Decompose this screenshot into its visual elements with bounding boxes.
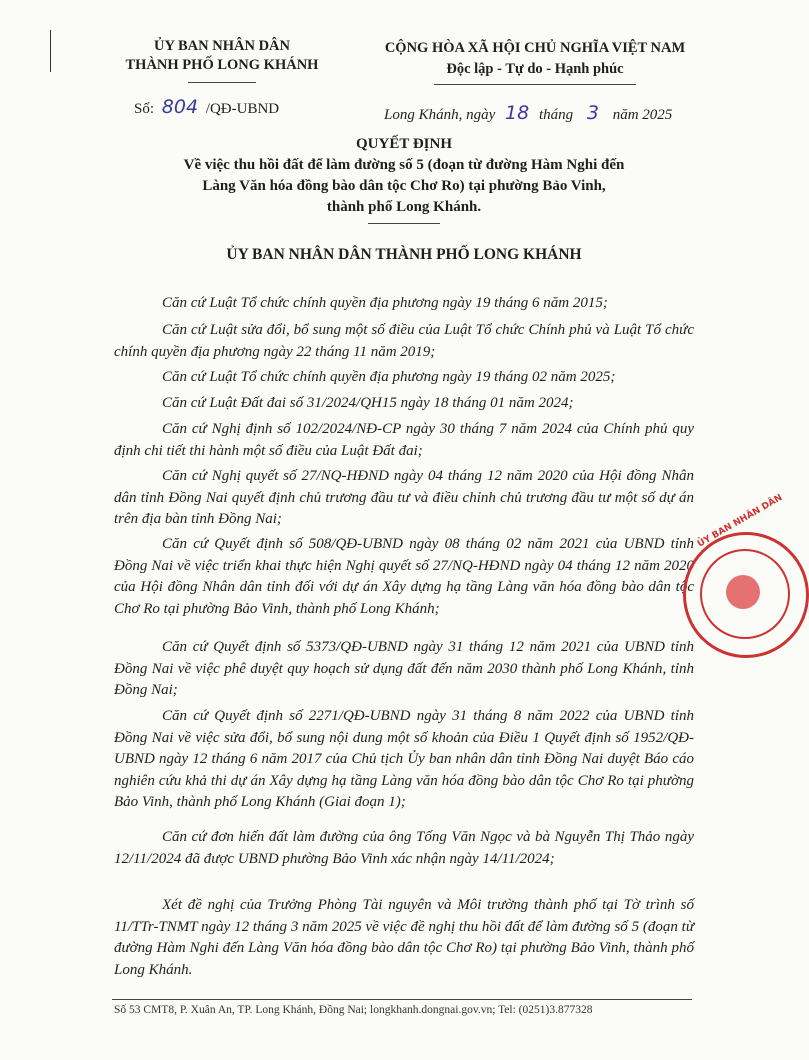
basis-paragraph: Căn cứ đơn hiến đất làm đường của ông Tống Văn Ngọc và bà Nguyễn Thị Thảo ngày 12/11/2024 đã được UBND phường Bảo Vinh xác nhận ngày 14/11/2024;: [114, 829, 694, 867]
basis-paragraph: Căn cứ Nghị quyết số 27/NQ-HĐND ngày 04 tháng 12 năm 2020 của Hội đồng Nhân dân tỉnh Đồng Nai quyết định chủ trương đầu tư và điều chỉnh chủ trương đầu tư một số dự án trên địa bàn tỉnh Đồng Nai;: [114, 468, 694, 527]
basis-paragraph: Căn cứ Quyết định số 508/QĐ-UBND ngày 08 tháng 02 năm 2021 của UBND tỉnh Đồng Nai về việc triển khai thực hiện Nghị quyết số 27/NQ-HĐND ngày 04 tháng 12 năm 2020 của Hội đồng Nhân dân tỉnh đối với dự án Xây dựng hạ tầng Làng văn hóa đồng bào dân tộc Chơ Ro tại phường Bảo Vinh, thành phố Long Khánh;: [114, 536, 694, 617]
issuer-name-line1: ỦY BAN NHÂN DÂN: [153, 38, 290, 54]
date-day-handwritten: 18: [505, 102, 530, 124]
motto-underline: [434, 84, 636, 85]
decision-heading: QUYẾT ĐỊNH: [356, 136, 452, 152]
subject-underline: [368, 223, 440, 224]
doc-number: [134, 96, 279, 118]
basis-paragraph: Căn cứ Quyết định số 5373/QĐ-UBND ngày 31 tháng 12 năm 2021 của UBND tỉnh Đồng Nai về việc phê duyệt quy hoạch sử dụng đất đến năm 2030 thành phố Long Khánh, tỉnh Đồng Nai;: [114, 639, 694, 698]
decision-subject-line3: thành phố Long Khánh.: [326, 199, 482, 215]
doc-number-prefix: Số:: [134, 101, 155, 117]
issuer-name-line2: THÀNH PHỐ LONG KHÁNH: [125, 57, 319, 73]
decision-subject-line1: Về việc thu hồi đất để làm đường số 5 (đoạn từ đường Hàm Nghi đến: [183, 157, 625, 173]
basis-paragraph: Căn cứ Luật Đất đai số 31/2024/QH15 ngày 18 tháng 01 năm 2024;: [162, 395, 574, 411]
footer-address: Số 53 CMT8, P. Xuân An, TP. Long Khánh, Đồng Nai; longkhanh.dongnai.gov.vn; Tel: (0251)3.877328: [114, 1004, 593, 1016]
date-place: Long Khánh, ngày: [384, 107, 496, 123]
national-title: CỘNG HÒA XÃ HỘI CHỦ NGHĨA VIỆT NAM: [384, 40, 686, 56]
issuing-authority: ỦY BAN NHÂN DÂN THÀNH PHỐ LONG KHÁNH: [226, 246, 582, 263]
official-seal: [683, 492, 809, 658]
seal-emblem-icon: [726, 575, 760, 609]
doc-number-handwritten: 804: [161, 96, 199, 118]
issue-date: [384, 102, 672, 124]
date-month-handwritten: 3: [586, 102, 599, 124]
basis-paragraph: Căn cứ Luật Tổ chức chính quyền địa phương ngày 19 tháng 02 năm 2025;: [162, 369, 616, 385]
margin-mark: [50, 30, 51, 72]
basis-paragraph: Căn cứ Nghị định số 102/2024/NĐ-CP ngày 30 tháng 7 năm 2024 của Chính phủ quy định chi tiết thi hành một số điều của Luật Đất đai;: [114, 421, 694, 459]
seal-text: ỦY BAN NHÂN DÂN: [696, 492, 785, 550]
footer-rule: [112, 999, 692, 1000]
basis-paragraph: Căn cứ Luật Tổ chức chính quyền địa phương ngày 19 tháng 6 năm 2015;: [162, 295, 608, 311]
basis-paragraph: Căn cứ Quyết định số 2271/QĐ-UBND ngày 31 tháng 8 năm 2022 của UBND tỉnh Đồng Nai về việc sửa đổi, bổ sung nội dung một số khoản của Điều 1 Quyết định số 1952/QĐ-UBND ngày 12 tháng 6 năm 2017 của Chủ tịch Ủy ban nhân dân tỉnh Đồng Nai duyệt Báo cáo nghiên cứu khả thi dự án Xây dựng hạ tầng Làng văn hóa đồng bào dân tộc Chơ Ro tại phường Bảo Vinh, thành phố Long Khánh (Giai đoạn 1);: [114, 708, 694, 810]
decision-subject-line2: Làng Văn hóa đồng bào dân tộc Chơ Ro) tại phường Bảo Vinh,: [202, 178, 606, 194]
date-year: năm 2025: [612, 107, 673, 123]
basis-paragraph: Xét đề nghị của Trưởng Phòng Tài nguyên và Môi trường thành phố tại Tờ trình số 11/TTr-TNMT ngày 12 tháng 3 năm 2025 về việc đề nghị thu hồi đất để làm đường số 5 (đoạn từ đường Hàm Nghi đến Làng Văn hóa đồng bào dân tộc Chơ Ro) tại phường Bảo Vinh, thành phố Long Khánh.: [114, 897, 694, 978]
national-motto: Độc lập - Tự do - Hạnh phúc: [446, 61, 624, 77]
basis-paragraph: Căn cứ Luật sửa đổi, bổ sung một số điều của Luật Tổ chức Chính phủ và Luật Tổ chức chính quyền địa phương ngày 22 tháng 11 năm 2019;: [114, 322, 694, 360]
date-month-label: tháng: [538, 107, 574, 123]
doc-number-suffix: /QĐ-UBND: [205, 101, 280, 117]
issuer-underline: [188, 82, 256, 83]
